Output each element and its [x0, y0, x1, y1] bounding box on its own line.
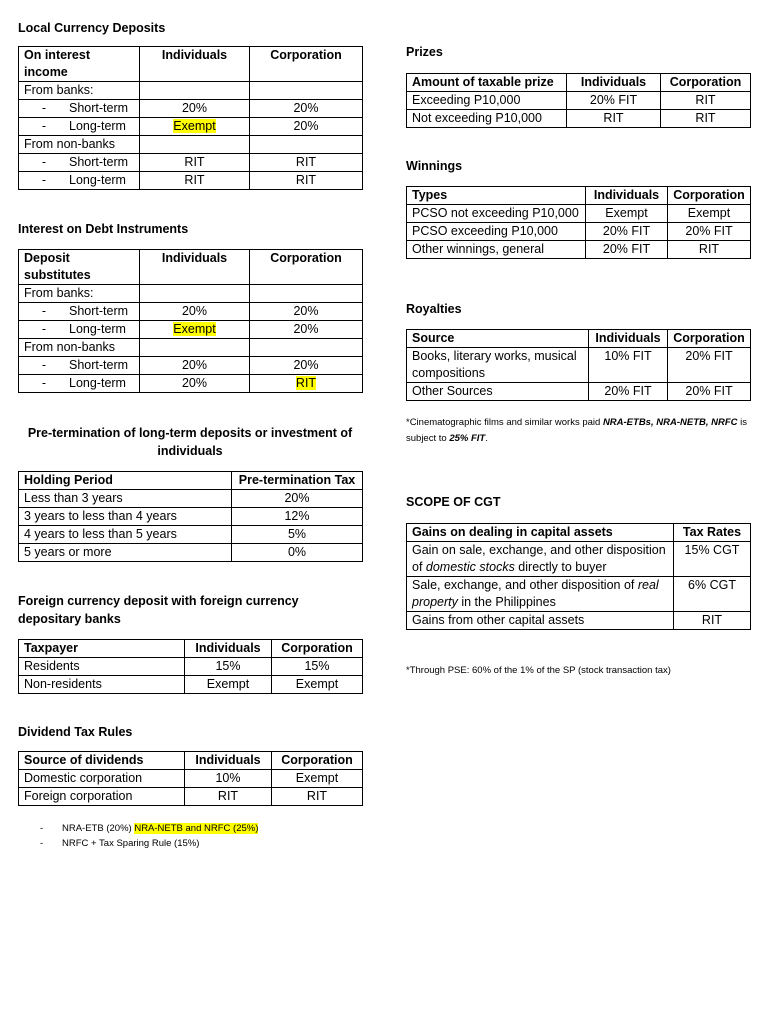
tax-cell: 12%	[232, 508, 363, 526]
individuals-cell: RIT	[140, 154, 250, 172]
dividend-title: Dividend Tax Rules	[18, 725, 133, 739]
source-cell: Other Sources	[407, 383, 589, 401]
corporation-cell: Exempt	[668, 205, 751, 223]
dash: -	[41, 358, 47, 372]
dash: -	[41, 376, 47, 390]
source-cell: Domestic corporation	[19, 770, 185, 788]
table-row	[19, 788, 363, 806]
header-cell: Individuals	[140, 47, 250, 82]
header-cell: Individuals	[140, 250, 250, 285]
header-cell: Corporation	[272, 640, 363, 658]
individuals-cell: RIT	[185, 788, 272, 806]
table-row	[407, 577, 751, 612]
table-row	[19, 136, 363, 154]
header-cell: Gains on dealing in capital assets	[407, 524, 674, 542]
corporation-cell: 20%	[250, 321, 363, 339]
corporation-cell: RIT	[668, 241, 751, 259]
individuals-cell: 20%	[140, 375, 250, 393]
header-cell: Types	[407, 187, 586, 205]
cgt-note: *Through PSE: 60% of the 1% of the SP (stock transaction tax)	[406, 665, 671, 676]
debt-instruments-table	[18, 249, 363, 393]
royalties-title: Royalties	[406, 302, 462, 316]
prizes-table	[406, 73, 751, 128]
header-cell: Individuals	[586, 187, 668, 205]
table-row	[19, 118, 363, 136]
header-cell: Individuals	[589, 330, 668, 348]
debt-instruments-title: Interest on Debt Instruments	[18, 222, 189, 236]
bullet-dash: -	[40, 823, 44, 834]
cell-text: Gain on sale, exchange, and other disposition of	[412, 543, 666, 574]
corporation-cell: 20%	[250, 303, 363, 321]
type-cell: PCSO exceeding P10,000	[407, 223, 586, 241]
pretermination-title: Pre-termination of long-term deposits or investment of individuals	[27, 426, 353, 458]
rate-cell: RIT	[674, 612, 751, 630]
source-cell: Foreign corporation	[19, 788, 185, 806]
corporation-cell: 20% FIT	[668, 348, 751, 383]
individuals-cell: 10%	[185, 770, 272, 788]
cell-text: in the Philippines	[457, 595, 556, 609]
local-currency-deposits-title: Local Currency Deposits	[18, 21, 166, 35]
foreign-currency-title: Foreign currency deposit with foreign currency depositary banks	[18, 594, 299, 626]
table-row	[407, 542, 751, 577]
row-label: Short-term	[69, 304, 129, 318]
cell-italic-text: real property	[412, 578, 659, 609]
header-cell: Source	[407, 330, 589, 348]
header-cell: Corporation	[250, 250, 363, 285]
gain-cell	[407, 577, 674, 612]
table-row	[407, 223, 751, 241]
corporation-cell: 20%	[250, 100, 363, 118]
header-cell: Corporation	[250, 47, 363, 82]
table-row	[407, 383, 751, 401]
corporation-cell: Exempt	[272, 676, 363, 694]
table-row	[19, 770, 363, 788]
note-text: *Cinematographic films and similar works paid	[406, 417, 603, 428]
header-cell: Amount of taxable prize	[407, 74, 567, 92]
corporation-cell: 20%	[250, 118, 363, 136]
royalties-table	[406, 329, 751, 401]
individuals-cell: RIT	[567, 110, 661, 128]
royalties-note	[406, 415, 750, 447]
gain-cell	[407, 542, 674, 577]
table-row	[19, 375, 363, 393]
individuals-cell: 20% FIT	[567, 92, 661, 110]
table-row	[407, 92, 751, 110]
row-label: Long-term	[69, 119, 126, 133]
individuals-cell: 20% FIT	[586, 241, 668, 259]
header-cell: Individuals	[185, 752, 272, 770]
dividend-note-1	[40, 822, 258, 836]
prize-cell: Exceeding P10,000	[407, 92, 567, 110]
corporation-cell: 20%	[250, 357, 363, 375]
bullet-dash: -	[40, 838, 44, 849]
header-cell: Individuals	[185, 640, 272, 658]
period-cell: 5 years or more	[19, 544, 232, 562]
header-cell: Corporation	[668, 330, 751, 348]
individuals-cell: 20% FIT	[586, 223, 668, 241]
cell-text: directly to buyer	[514, 560, 607, 574]
table-header-row	[407, 74, 751, 92]
table-header-row	[19, 640, 363, 658]
individuals-cell: 20% FIT	[589, 383, 668, 401]
tax-cell: 5%	[232, 526, 363, 544]
pretermination-table	[18, 471, 363, 562]
group-label: From banks:	[19, 285, 140, 303]
highlighted-value: Exempt	[173, 322, 216, 336]
table-header-row	[19, 250, 363, 285]
tax-cell: 20%	[232, 490, 363, 508]
header-cell: Corporation	[272, 752, 363, 770]
table-header-row	[407, 524, 751, 542]
dash: -	[41, 101, 47, 115]
prizes-title: Prizes	[406, 45, 443, 59]
row-label: Short-term	[69, 101, 129, 115]
individuals-cell: 20%	[140, 100, 250, 118]
table-row	[19, 303, 363, 321]
corporation-cell: 20% FIT	[668, 223, 751, 241]
table-row	[19, 658, 363, 676]
cgt-title: SCOPE OF CGT	[406, 495, 501, 509]
header-cell: Holding Period	[19, 472, 232, 490]
individuals-cell: 20%	[140, 303, 250, 321]
header-cell: Source of dividends	[19, 752, 185, 770]
corporation-cell: RIT	[661, 92, 751, 110]
dash: -	[41, 322, 47, 336]
table-header-row	[19, 752, 363, 770]
row-label: Long-term	[69, 173, 126, 187]
note-text: is subject to	[406, 417, 748, 444]
table-row	[19, 321, 363, 339]
table-row	[19, 526, 363, 544]
table-row	[19, 508, 363, 526]
header-cell: Deposit substitutes	[19, 250, 140, 285]
table-header-row	[19, 47, 363, 82]
taxpayer-cell: Non-residents	[19, 676, 185, 694]
table-row	[19, 339, 363, 357]
table-header-row	[19, 472, 363, 490]
individuals-cell: 10% FIT	[589, 348, 668, 383]
highlighted-value: RIT	[295, 376, 317, 390]
taxpayer-cell: Residents	[19, 658, 185, 676]
cgt-table	[406, 523, 751, 630]
prize-cell: Not exceeding P10,000	[407, 110, 567, 128]
row-label: Long-term	[69, 376, 126, 390]
dash: -	[41, 119, 47, 133]
period-cell: 3 years to less than 4 years	[19, 508, 232, 526]
rate-cell: 15% CGT	[674, 542, 751, 577]
individuals-cell: Exempt	[586, 205, 668, 223]
header-cell: Individuals	[567, 74, 661, 92]
bullet-text: NRFC + Tax Sparing Rule (15%)	[62, 838, 200, 849]
rate-cell: 6% CGT	[674, 577, 751, 612]
table-header-row	[407, 187, 751, 205]
cell-text: Sale, exchange, and other disposition of	[412, 578, 638, 592]
table-row	[407, 612, 751, 630]
dividend-note-2	[40, 837, 199, 851]
header-cell: Pre-termination Tax	[232, 472, 363, 490]
foreign-currency-table	[18, 639, 363, 694]
corporation-cell: RIT	[250, 172, 363, 190]
note-bold-text: 25% FIT	[449, 433, 486, 444]
note-text: .	[485, 433, 488, 444]
note-bold-text: NRA-ETBs, NRA-NETB, NRFC	[602, 417, 738, 428]
table-row	[407, 348, 751, 383]
dividend-table	[18, 751, 363, 806]
table-row	[407, 205, 751, 223]
table-row	[19, 154, 363, 172]
row-label: Short-term	[69, 155, 129, 169]
individuals-cell: 15%	[185, 658, 272, 676]
header-cell: Taxpayer	[19, 640, 185, 658]
individuals-cell: 20%	[140, 357, 250, 375]
source-cell: Books, literary works, musical compositions	[407, 348, 589, 383]
individuals-cell: RIT	[140, 172, 250, 190]
tax-cell: 0%	[232, 544, 363, 562]
table-row	[19, 100, 363, 118]
row-label: Short-term	[69, 358, 129, 372]
gain-cell: Gains from other capital assets	[407, 612, 674, 630]
row-label: Long-term	[69, 322, 126, 336]
bullet-highlight: NRA-NETB and NRFC (25%)	[134, 823, 259, 834]
period-cell: Less than 3 years	[19, 490, 232, 508]
table-row	[19, 82, 363, 100]
dash: -	[41, 155, 47, 169]
table-row	[407, 110, 751, 128]
individuals-cell: Exempt	[185, 676, 272, 694]
table-row	[19, 544, 363, 562]
table-row	[407, 241, 751, 259]
cell-italic-text: domestic stocks	[425, 560, 515, 574]
corporation-cell: RIT	[250, 154, 363, 172]
group-label: From non-banks	[19, 136, 140, 154]
type-cell: Other winnings, general	[407, 241, 586, 259]
corporation-cell: Exempt	[272, 770, 363, 788]
table-row	[19, 490, 363, 508]
table-row	[19, 357, 363, 375]
header-cell: On interest income	[19, 47, 140, 82]
header-cell: Tax Rates	[674, 524, 751, 542]
corporation-cell: RIT	[661, 110, 751, 128]
group-label: From non-banks	[19, 339, 140, 357]
corporation-cell: 20% FIT	[668, 383, 751, 401]
winnings-table	[406, 186, 751, 259]
winnings-title: Winnings	[406, 159, 463, 173]
type-cell: PCSO not exceeding P10,000	[407, 205, 586, 223]
period-cell: 4 years to less than 5 years	[19, 526, 232, 544]
table-header-row	[407, 330, 751, 348]
table-row	[19, 285, 363, 303]
corporation-cell: 15%	[272, 658, 363, 676]
table-row	[19, 676, 363, 694]
header-cell: Corporation	[668, 187, 751, 205]
table-row	[19, 172, 363, 190]
corporation-cell: RIT	[272, 788, 363, 806]
group-label: From banks:	[19, 82, 140, 100]
bullet-text: NRA-ETB (20%)	[62, 823, 135, 834]
local-currency-deposits-table	[18, 46, 363, 190]
header-cell: Corporation	[661, 74, 751, 92]
dash: -	[41, 304, 47, 318]
dash: -	[41, 173, 47, 187]
highlighted-value: Exempt	[173, 119, 216, 133]
